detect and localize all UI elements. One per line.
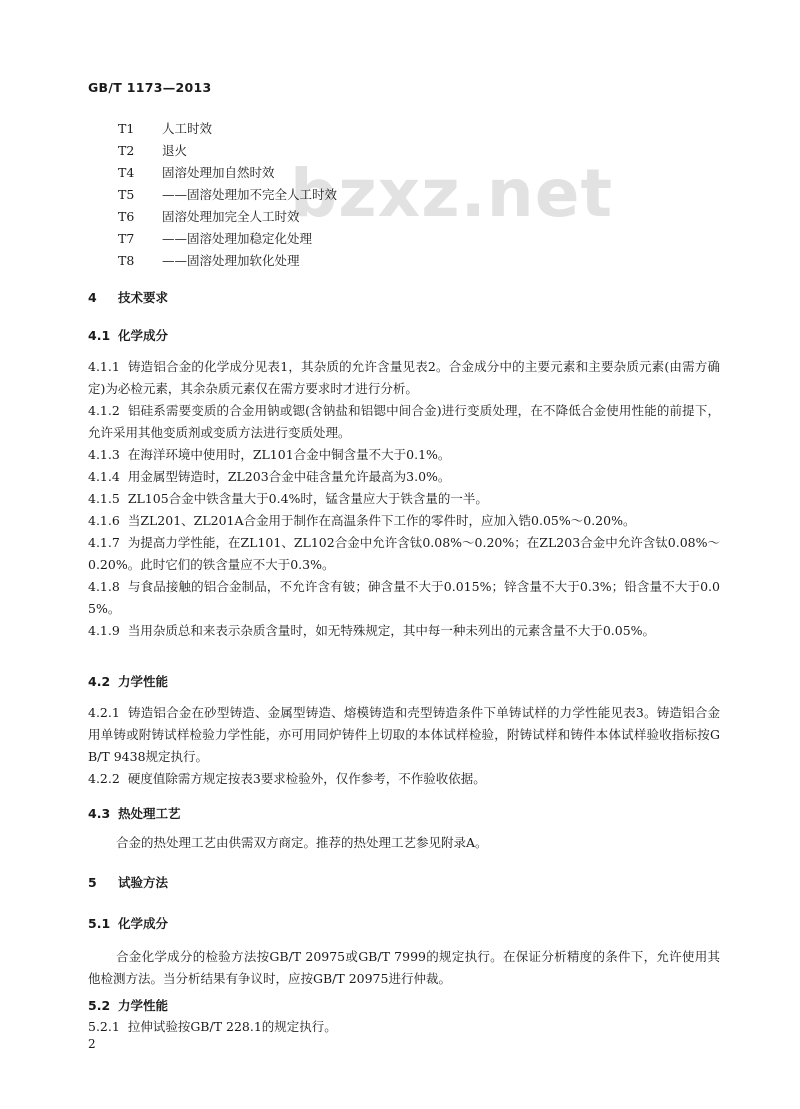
clause-4-2-2	[88, 768, 720, 790]
clause-number: 4.1.3	[88, 447, 120, 462]
section-number: 5.2	[88, 998, 111, 1013]
section-number: 4	[88, 290, 97, 305]
temper-code: T1	[118, 121, 135, 136]
clause-text: 合金化学成分的检验方法按GB/T 20975或GB/T 7999的规定执行。在保证分析精度的条件下，允许使用其他检测方法。当分析结果有争议时，应按GB/T 20975进行仲裁。	[88, 949, 720, 986]
temper-code-text: 固溶处理加完全人工时效	[162, 209, 300, 224]
clause-text: 当ZL201、ZL201A合金用于制作在高温条件下工作的零件时，应加入锆0.05%～0.20%。	[127, 513, 636, 528]
clause-number: 4.1.7	[88, 535, 120, 550]
temper-code-item	[118, 184, 337, 206]
clause-text: 硬度值除需方规定按表3要求检验外，仅作参考，不作验收依据。	[127, 771, 486, 786]
section-number: 5.1	[88, 916, 111, 931]
clause-5-1-text	[88, 946, 720, 990]
temper-code: T4	[118, 165, 135, 180]
section-number: 4.3	[88, 806, 111, 821]
clause-number: 4.1.4	[88, 469, 120, 484]
clause-4-2-1	[88, 702, 720, 768]
section-title: 热处理工艺	[118, 806, 181, 821]
clause-number: 5.2.1	[88, 1019, 120, 1034]
section-heading-5-2	[88, 996, 168, 1014]
clause-4-1-1	[88, 356, 720, 400]
clause-text: 为提高力学性能，在ZL101、ZL102合金中允许含钛0.08%～0.20%；在ZL203合金中允许含钛0.08%～0.20%。此时它们的铁含量应不大于0.3%。	[88, 535, 720, 572]
clause-number: 4.2.2	[88, 771, 120, 786]
temper-code-text: ——固溶处理加稳定化处理	[162, 231, 313, 246]
temper-code-text: 固溶处理加自然时效	[162, 165, 275, 180]
clause-5-2-1	[88, 1016, 720, 1038]
section-title: 力学性能	[118, 674, 169, 689]
section-title: 试验方法	[118, 875, 169, 890]
clause-text: ZL105合金中铁含量大于0.4%时，锰含量应大于铁含量的一半。	[127, 491, 488, 506]
clause-text: 合金的热处理工艺由供需双方商定。推荐的热处理工艺参见附录A。	[116, 835, 488, 850]
section-heading-5-1	[88, 914, 168, 932]
clause-text: 铝硅系需要变质的合金用钠或锶(含钠盐和铝锶中间合金)进行变质处理，在不降低合金使用性能的前提下，允许采用其他变质剂或变质方法进行变质处理。	[88, 403, 720, 440]
clause-4-1-5	[88, 488, 720, 510]
temper-code-item	[118, 140, 337, 162]
temper-code-text: 退火	[162, 143, 188, 158]
clause-number: 4.1.1	[88, 359, 120, 374]
temper-code: T8	[118, 253, 135, 268]
section-heading-4-3	[88, 804, 181, 822]
section-title: 技术要求	[118, 290, 169, 305]
temper-code-item	[118, 118, 337, 140]
section-title: 力学性能	[118, 998, 169, 1013]
section-heading-5	[88, 873, 168, 891]
section-number: 4.2	[88, 674, 111, 689]
clause-4-1-4	[88, 466, 720, 488]
section-number: 5	[88, 875, 97, 890]
section-heading-4-1	[88, 326, 168, 344]
temper-code: T7	[118, 231, 135, 246]
clause-text: 铸造铝合金的化学成分见表1，其杂质的允许含量见表2。合金成分中的主要元素和主要杂质元素(由需方确定)为必检元素，其余杂质元素仅在需方要求时才进行分析。	[88, 359, 720, 396]
clause-number: 4.1.2	[88, 403, 120, 418]
temper-code-item	[118, 250, 337, 272]
standard-header: GB/T 1173—2013	[88, 80, 212, 95]
temper-code-list	[118, 118, 337, 272]
clause-4-3-text	[88, 832, 720, 854]
temper-code-item	[118, 206, 337, 228]
watermark: bzxz.net	[290, 155, 614, 232]
section-title: 化学成分	[118, 328, 169, 343]
clause-4-1-6	[88, 510, 720, 532]
clause-text: 拉伸试验按GB/T 228.1的规定执行。	[127, 1019, 337, 1034]
section-heading-4	[88, 288, 168, 306]
clause-text: 与食品接触的铝合金制品，不允许含有铍；砷含量不大于0.015%；锌含量不大于0.3%；铅含量不大于0.05%。	[88, 579, 720, 616]
clause-text: 在海洋环境中使用时，ZL101合金中铜含量不大于0.1%。	[127, 447, 451, 462]
clause-number: 4.1.9	[88, 623, 120, 638]
temper-code-item	[118, 162, 337, 184]
clause-4-1-3	[88, 444, 720, 466]
clause-number: 4.1.8	[88, 579, 120, 594]
clause-4-1-7	[88, 532, 720, 576]
temper-code-text: 人工时效	[162, 121, 213, 136]
section-heading-4-2	[88, 672, 168, 690]
temper-code-text: ——固溶处理加软化处理	[162, 253, 300, 268]
clause-text: 铸造铝合金在砂型铸造、金属型铸造、熔模铸造和壳型铸造条件下单铸试样的力学性能见表3。铸造铝合金用单铸或附铸试样检验力学性能，亦可用同炉铸件上切取的本体试样检验，附铸试样和铸件本体试样验收指标按GB/T 9438规定执行。	[88, 705, 720, 764]
clause-4-1-8	[88, 576, 720, 620]
temper-code-item	[118, 228, 337, 250]
temper-code: T6	[118, 209, 135, 224]
clause-number: 4.1.6	[88, 513, 120, 528]
temper-code: T5	[118, 187, 135, 202]
clause-text: 当用杂质总和来表示杂质含量时，如无特殊规定，其中每一种未列出的元素含量不大于0.05%。	[127, 623, 656, 638]
page-number: 2	[88, 1037, 96, 1051]
clause-number: 4.2.1	[88, 705, 120, 720]
section-title: 化学成分	[118, 916, 169, 931]
clause-number: 4.1.5	[88, 491, 120, 506]
temper-code: T2	[118, 143, 135, 158]
clause-4-1-2	[88, 400, 720, 444]
clause-4-1-9	[88, 620, 720, 642]
section-number: 4.1	[88, 328, 111, 343]
temper-code-text: ——固溶处理加不完全人工时效	[162, 187, 338, 202]
clause-text: 用金属型铸造时，ZL203合金中硅含量允许最高为3.0%。	[127, 469, 451, 484]
